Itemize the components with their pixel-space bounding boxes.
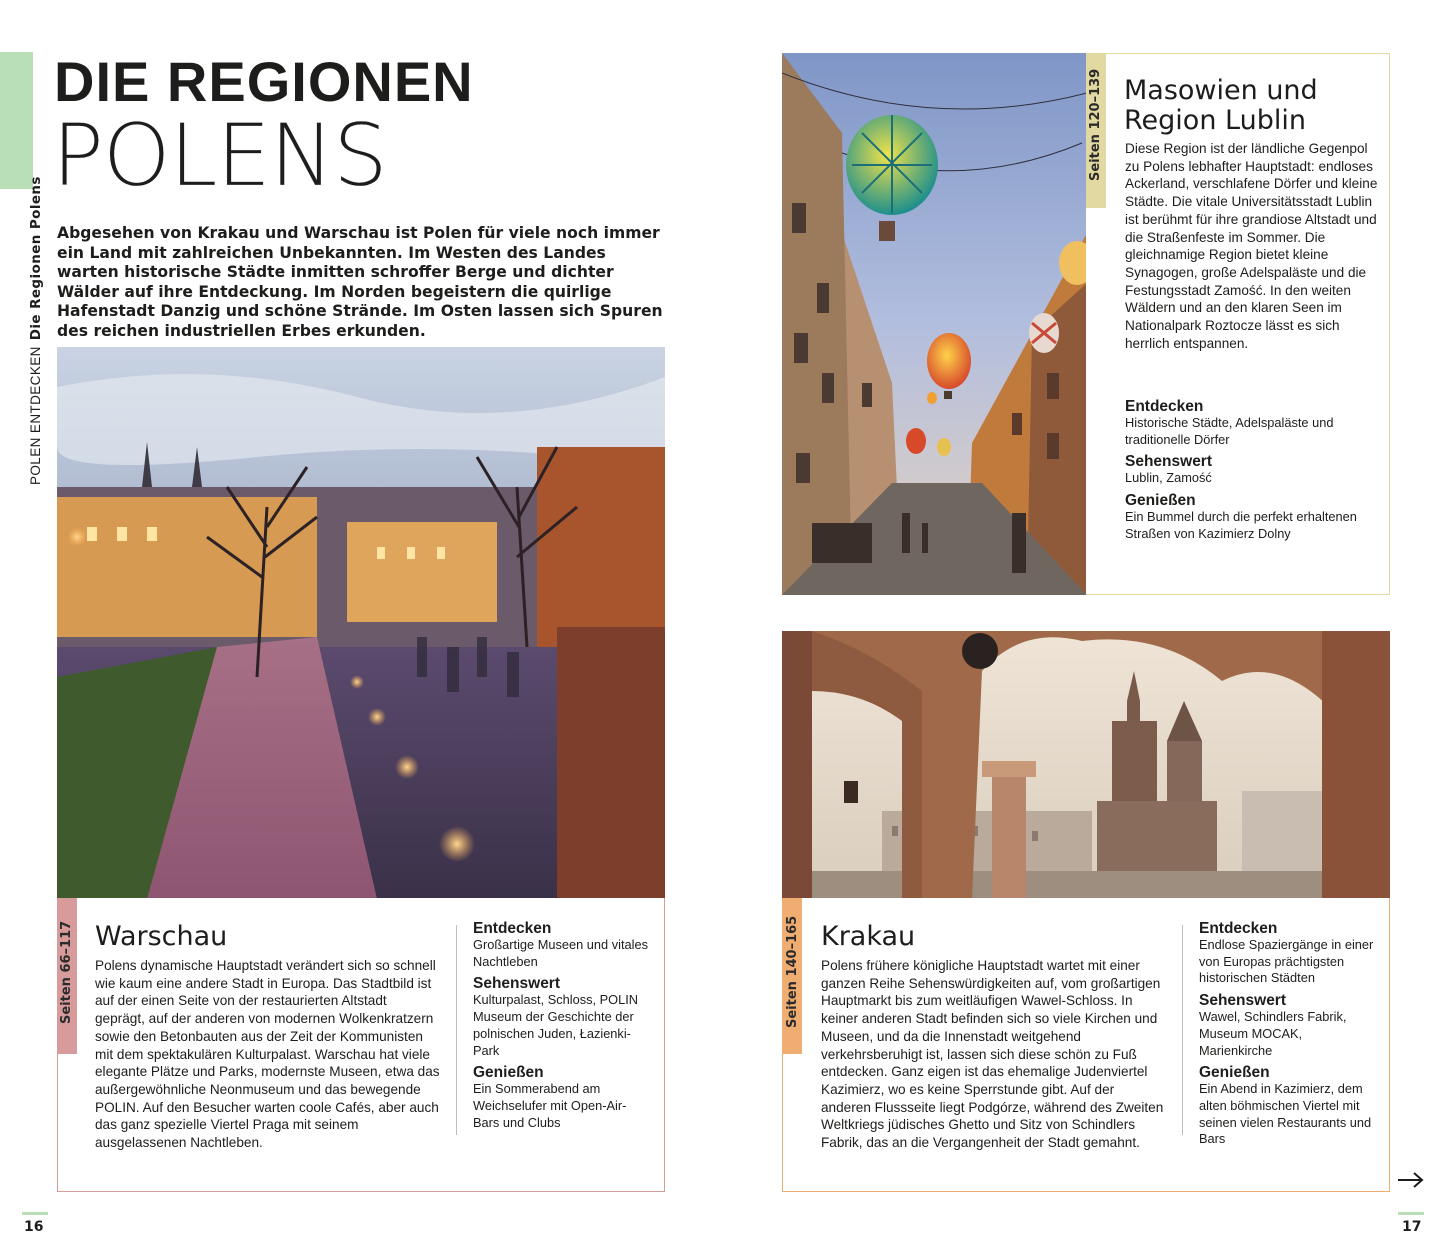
warschau-text: Polens dynamische Hauptstadt verändert sich so schnell wie kaum eine andere Stadt in Europa. Das Stadtbild ist auf der einen Seite von der restaurierten Altstadt geprägt, auf der anderen von modernen Wolkenkratzern sowie den Betonbauten aus der Zeit der Kommunisten mit dem spektakulären Kulturpalast. Warschau hat viele elegante Plätze und Parks, modernste Museen, etwa das außergewöhnliche Neonmuseum und das bewegende POLIN. Auf den Besucher warten coole Cafés, aber auch das ganz spezielle Viertel Praga mit seinem ausgelassenen Nachtleben.	[95, 958, 440, 1151]
masowien-photo	[782, 53, 1087, 595]
masowien-sehenswert-heading: Sehenswert	[1125, 453, 1213, 471]
krakau-entdecken-heading: Entdecken	[1199, 920, 1278, 937]
right-page-mark	[1398, 1212, 1424, 1215]
left-page-number: 16	[24, 1219, 44, 1235]
warschau-geniessen-text: Ein Sommerabend am Weichselufer mit Open-Air-Bars und Clubs	[473, 1081, 627, 1130]
krakau-geniessen-text: Ein Abend in Kazimierz, dem alten böhmischen Viertel mit seinen vielen Restaurants und Bars	[1199, 1081, 1372, 1147]
chapter-label: Die Regionen Polens	[28, 176, 44, 341]
chapter-color-bar	[0, 52, 33, 189]
masowien-title	[1124, 76, 1318, 136]
left-page-mark	[22, 1212, 48, 1215]
warschau-pages: Seiten 66–117	[59, 920, 74, 1024]
krakau-divider	[1182, 925, 1183, 1135]
intro-paragraph: Abgesehen von Krakau und Warschau ist Polen für viele noch immer ein Land mit zahlreichen Unbekannten. Im Westen des Landes warten historische Städte inmitten schroffer Berge und dichter Wälder auf ihre Entdeckung. Im Norden begeistern die quirlige Hafenstadt Danzig und schöne Strände. Im Osten lassen sich Spuren des reichen industriellen Erbes erkunden.	[57, 224, 663, 340]
warschau-sehenswert-heading: Sehenswert	[473, 975, 561, 993]
krakau-photo	[782, 631, 1390, 899]
masowien-entdecken-heading: Entdecken	[1125, 398, 1204, 415]
warschau-entdecken-heading: Entdecken	[473, 920, 552, 937]
side-chapter-label	[28, 176, 44, 485]
krakau-title: Krakau	[821, 921, 916, 952]
warschau-sehenswert-text: Kulturpalast, Schloss, POLIN Museum der Geschichte der polnischen Juden, Łazienki-Park	[473, 992, 639, 1058]
masowien-entdecken-text: Historische Städte, Adelspaläste und traditionelle Dörfer	[1125, 415, 1334, 447]
masowien-page-tab	[1086, 53, 1106, 208]
page-title-line2: POLENS	[52, 106, 387, 206]
masowien-title-line2: Region Lublin	[1124, 105, 1306, 136]
arrow-right-icon[interactable]	[1396, 1168, 1426, 1196]
krakau-page-tab	[782, 898, 802, 1054]
masowien-geniessen-text: Ein Bummel durch die perfekt erhaltenen Straßen von Kazimierz Dolny	[1125, 509, 1357, 541]
masowien-pages: Seiten 120–139	[1088, 68, 1103, 181]
warschau-title: Warschau	[95, 921, 228, 952]
masowien-sehenswert-text: Lublin, Zamość	[1125, 470, 1212, 486]
masowien-text: Diese Region ist der ländliche Gegenpol zu Polens lebhafter Hauptstadt: endloses Ackerland, verschlafene Dörfer und kleine Städte. Die vitale Universitätsstadt Lublin ist berühmt für ihre grandiose Altstadt und die Straßenfeste im Sommer. Die gleichnamige Region bietet kleine Synagogen, große Adelspaläste und die Festungsstadt Zamość. In den weiten Wäldern und an den klaren Seen im Nationalpark Roztocze lässt es sich herrlich entspannen.	[1125, 141, 1378, 351]
warschau-info	[473, 920, 648, 1136]
krakau-sehenswert-heading: Sehenswert	[1199, 992, 1287, 1010]
krakau-sehenswert-text: Wawel, Schindlers Fabrik, Museum MOCAK, Marienkirche	[1199, 1009, 1347, 1058]
warschau-photo	[57, 347, 665, 899]
page-title-line1: DIE REGIONEN	[54, 50, 474, 113]
section-label: POLEN ENTDECKEN	[28, 346, 43, 485]
warschau-entdecken-text: Großartige Museen und vitales Nachtleben	[473, 937, 648, 969]
krakau-geniessen-heading: Genießen	[1199, 1064, 1270, 1082]
krakau-pages: Seiten 140–165	[785, 915, 800, 1028]
krakau-info	[1199, 920, 1377, 1153]
right-page-number: 17	[1402, 1219, 1422, 1235]
masowien-info	[1125, 398, 1380, 548]
krakau-text: Polens frühere königliche Hauptstadt wartet mit einer ganzen Reihe Sehenswürdigkeiten auf, vom großartigen Hauptmarkt bis zum weitläufigen Wawel-Schloss. In keiner anderen Stadt befinden sich so viele Kirchen und Museen, und da die Innenstadt weitgehend verkehrsberuhigt ist, lassen sich diese schön zu Fuß entdecken. Ganz eigen ist das ehemalige Judenviertel Kazimierz, wo es keine Sperrstunde gibt. Auf der anderen Flussseite liegt Podgórze, während des Zweiten Weltkriegs jüdisches Ghetto und Sitz von Schindlers Fabrik, das an die Vergangenheit der Stadt gemahnt.	[821, 958, 1164, 1151]
warschau-divider	[456, 925, 457, 1135]
warschau-page-tab	[57, 898, 77, 1054]
warschau-geniessen-heading: Genießen	[473, 1064, 544, 1082]
masowien-title-line1: Masowien und	[1124, 75, 1318, 106]
krakau-entdecken-text: Endlose Spaziergänge in einer von Europas prächtigsten historischen Städten	[1199, 937, 1374, 986]
masowien-geniessen-heading: Genießen	[1125, 492, 1196, 510]
